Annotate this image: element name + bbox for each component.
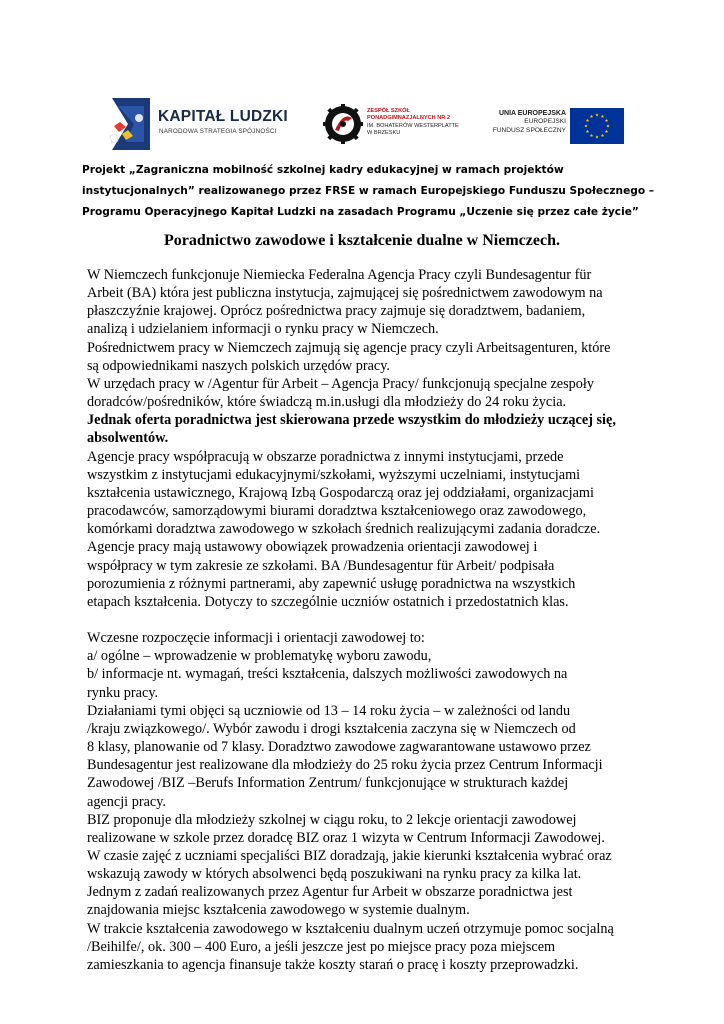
body-text-line: Jednak oferta poradnictwa jest skierowana przede wszystkim do młodzieży uczącej się,	[87, 412, 616, 429]
body-text-line: Jednym z zadań realizowanych przez Agentur fur Arbeit w obszarze poradnictwa jest	[87, 884, 573, 901]
school-gear-emblem-icon	[323, 104, 363, 144]
body-text-line: absolwentów.	[87, 430, 169, 447]
body-text-line: Agencje pracy mają ustawowy obowiązek prowadzenia orientacji zawodowej i	[87, 539, 538, 556]
body-text-line: wszystkim z instytucjami edukacyjnymi/szkołami, wyższymi uczelniami, instytucjami	[87, 466, 581, 483]
body-text-line: W trakcie kształcenia zawodowego w kształceniu dualnym uczeń otrzymuje pomoc socjalną	[87, 920, 614, 937]
eu-logo-line-2: EUROPEJSKI	[524, 118, 566, 126]
eu-logo-line-1: UNIA EUROPEJSKA	[498, 110, 566, 117]
body-text-line: kształcenia ustawicznego, Krajową Izbą Gospodarczą oraz jej oddziałami, organizacjami	[87, 484, 594, 501]
body-text-line: płaszczyźnie krajowej. Oprócz pośrednictwa pracy zajmuje się doradztwem, badaniem,	[87, 303, 586, 320]
body-text-line: BIZ proponuje dla młodzieży szkolnej w ciągu roku, to 2 lekcje orientacji zawodowej	[87, 811, 577, 828]
school-logo-line-2: PONADGIMNAZJALNYCH NR 2	[367, 115, 450, 121]
body-text-line: Arbeit (BA) która jest publiczna instytucja, zajmującej się pośrednictwem zawodowym na	[87, 285, 603, 302]
document-title: Poradnictwo zawodowe i kształcenie dualne w Niemczech.	[164, 232, 560, 249]
body-text-line: współpracy w tym zakresie ze szkołami. BA /Bundesagentur für Arbeit/ podpisała	[87, 557, 555, 574]
project-header	[82, 160, 662, 223]
school-logo-line-4: W BRZESKU	[367, 130, 401, 136]
body-text-line: W Niemczech funkcjonuje Niemiecka Federalna Agencja Pracy czyli Bundesagentur für	[87, 267, 592, 283]
kapital-ludzki-title: KAPITAŁ LUDZKI	[158, 108, 288, 125]
body-text-line: /kraju związkowego/. Wybór zawodu i drogi kształcenia zaczyna się w Niemczech od	[87, 720, 576, 737]
body-text-line: W urzędach pracy w /Agentur für Arbeit – Agencja Pracy/ funkcjonują specjalne zespoły	[87, 375, 595, 392]
body-text-line: zamieszkania to agencja finansuje także koszty starań o pracę i koszty przeprowadzki.	[87, 956, 579, 973]
school-logo	[323, 104, 473, 148]
eu-flag-icon	[570, 108, 624, 144]
body-text-line: wskazują zawody w których absolwenci będą poszukiwani na rynku pracy za kilka lat.	[87, 866, 582, 883]
body-text-line: Pośrednictwem pracy w Niemczech zajmują się agencje pracy czyli Arbeitsagenturen, które	[87, 339, 611, 356]
body-text-line: a/ ogólne – wprowadzenie w problematykę wyboru zawodu,	[87, 648, 432, 665]
body-text-line: Działaniami tymi objęci są uczniowie od 13 – 14 roku życia – w zależności od landu	[87, 702, 571, 719]
document-body	[87, 266, 647, 974]
body-text-line: W czasie zajęć z uczniami specjaliści BIZ doradzają, jakie kierunki kształcenia wybrać oraz	[87, 847, 612, 864]
body-text-line: /Beihilfe/, ok. 300 – 400 Euro, a jeśli jeszcze jest po miejsce pracy poza miejscem	[87, 938, 556, 955]
paragraph-spacer	[87, 611, 647, 629]
body-text-line: są odpowiednikami naszych polskich urzędów pracy.	[87, 357, 390, 374]
project-header-line: instytucjonalnych” realizowanego przez FRSE w ramach Europejskiego Funduszu Społecznego –	[82, 185, 655, 197]
body-text-line: pracodawców, samorządowymi biurami doradztwa kształceniowego oraz zawodowego,	[87, 503, 587, 520]
body-text-line: Bundesagentur jest realizowane dla młodzieży do 25 roku życia przez Centrum Informacji	[87, 757, 603, 774]
eu-logo	[490, 108, 630, 148]
kapital-ludzki-logo	[106, 96, 288, 152]
body-text-line: Zawodowej /BIZ –Berufs Information Zentrum/ funkcjonujące w strukturach każdej	[87, 775, 569, 792]
body-text-line: doradców/pośredników, które świadczą m.in.usługi dla młodzieży do 24 roku życia.	[87, 394, 567, 411]
body-text-line: znajdowania miejsc kształcenia zawodowego w systemie dualnym.	[87, 902, 470, 919]
body-text-line: porozumienia z różnymi partnerami, aby zapewnić usługę poradnictwa na wszystkich	[87, 575, 576, 592]
body-text-line: analizą i udzielaniem informacji o rynku pracy w Niemczech.	[87, 321, 439, 338]
eu-logo-line-3: FUNDUSZ SPOŁECZNY	[492, 126, 566, 134]
project-header-line: Programu Operacyjnego Kapitał Ludzki na zasadach Programu „Uczenie się przez całe życie”	[82, 206, 639, 218]
body-text-line: 8 klasy, planowanie od 7 klasy. Doradztwo zawodowe zagwarantowane ustawowo przez	[87, 739, 591, 756]
body-text-line: komórkami doradztwa zawodowego w szkołach średnich realizującymi zadania doradcze.	[87, 521, 601, 538]
kapital-ludzki-subtitle: NARODOWA STRATEGIA SPÓJNOŚCI	[159, 128, 277, 135]
eu-logo-text	[493, 110, 566, 135]
body-text-line: agencji pracy.	[87, 793, 166, 810]
school-logo-line-1: ZESPÓŁ SZKÓŁ	[367, 108, 410, 114]
body-text-line: etapach kształcenia. Dotyczy to szczególnie uczniów ostatnich i przedostatnich klas.	[87, 593, 569, 610]
body-text-line: b/ informacje nt. wymagań, treści kształcenia, dalszych możliwości zawodowych na	[87, 666, 568, 683]
project-header-line: Projekt „Zagraniczna mobilność szkolnej kadry edukacyjnej w ramach projektów	[82, 164, 564, 176]
body-text-line: realizowane w szkole przez doradcę BIZ oraz 1 wizyta w Centrum Informacji Zawodowej.	[87, 829, 605, 846]
body-text-line: Agencje pracy współpracują w obszarze poradnictwa z innymi instytucjami, przede	[87, 448, 564, 465]
body-text-line: Wczesne rozpoczęcie informacji i orientacji zawodowej to:	[87, 630, 425, 647]
school-logo-line-3: IM. BOHATERÓW WESTERPLATTE	[367, 123, 459, 129]
kapital-ludzki-emblem-icon	[106, 96, 152, 152]
body-text-line: rynku pracy.	[87, 684, 159, 701]
